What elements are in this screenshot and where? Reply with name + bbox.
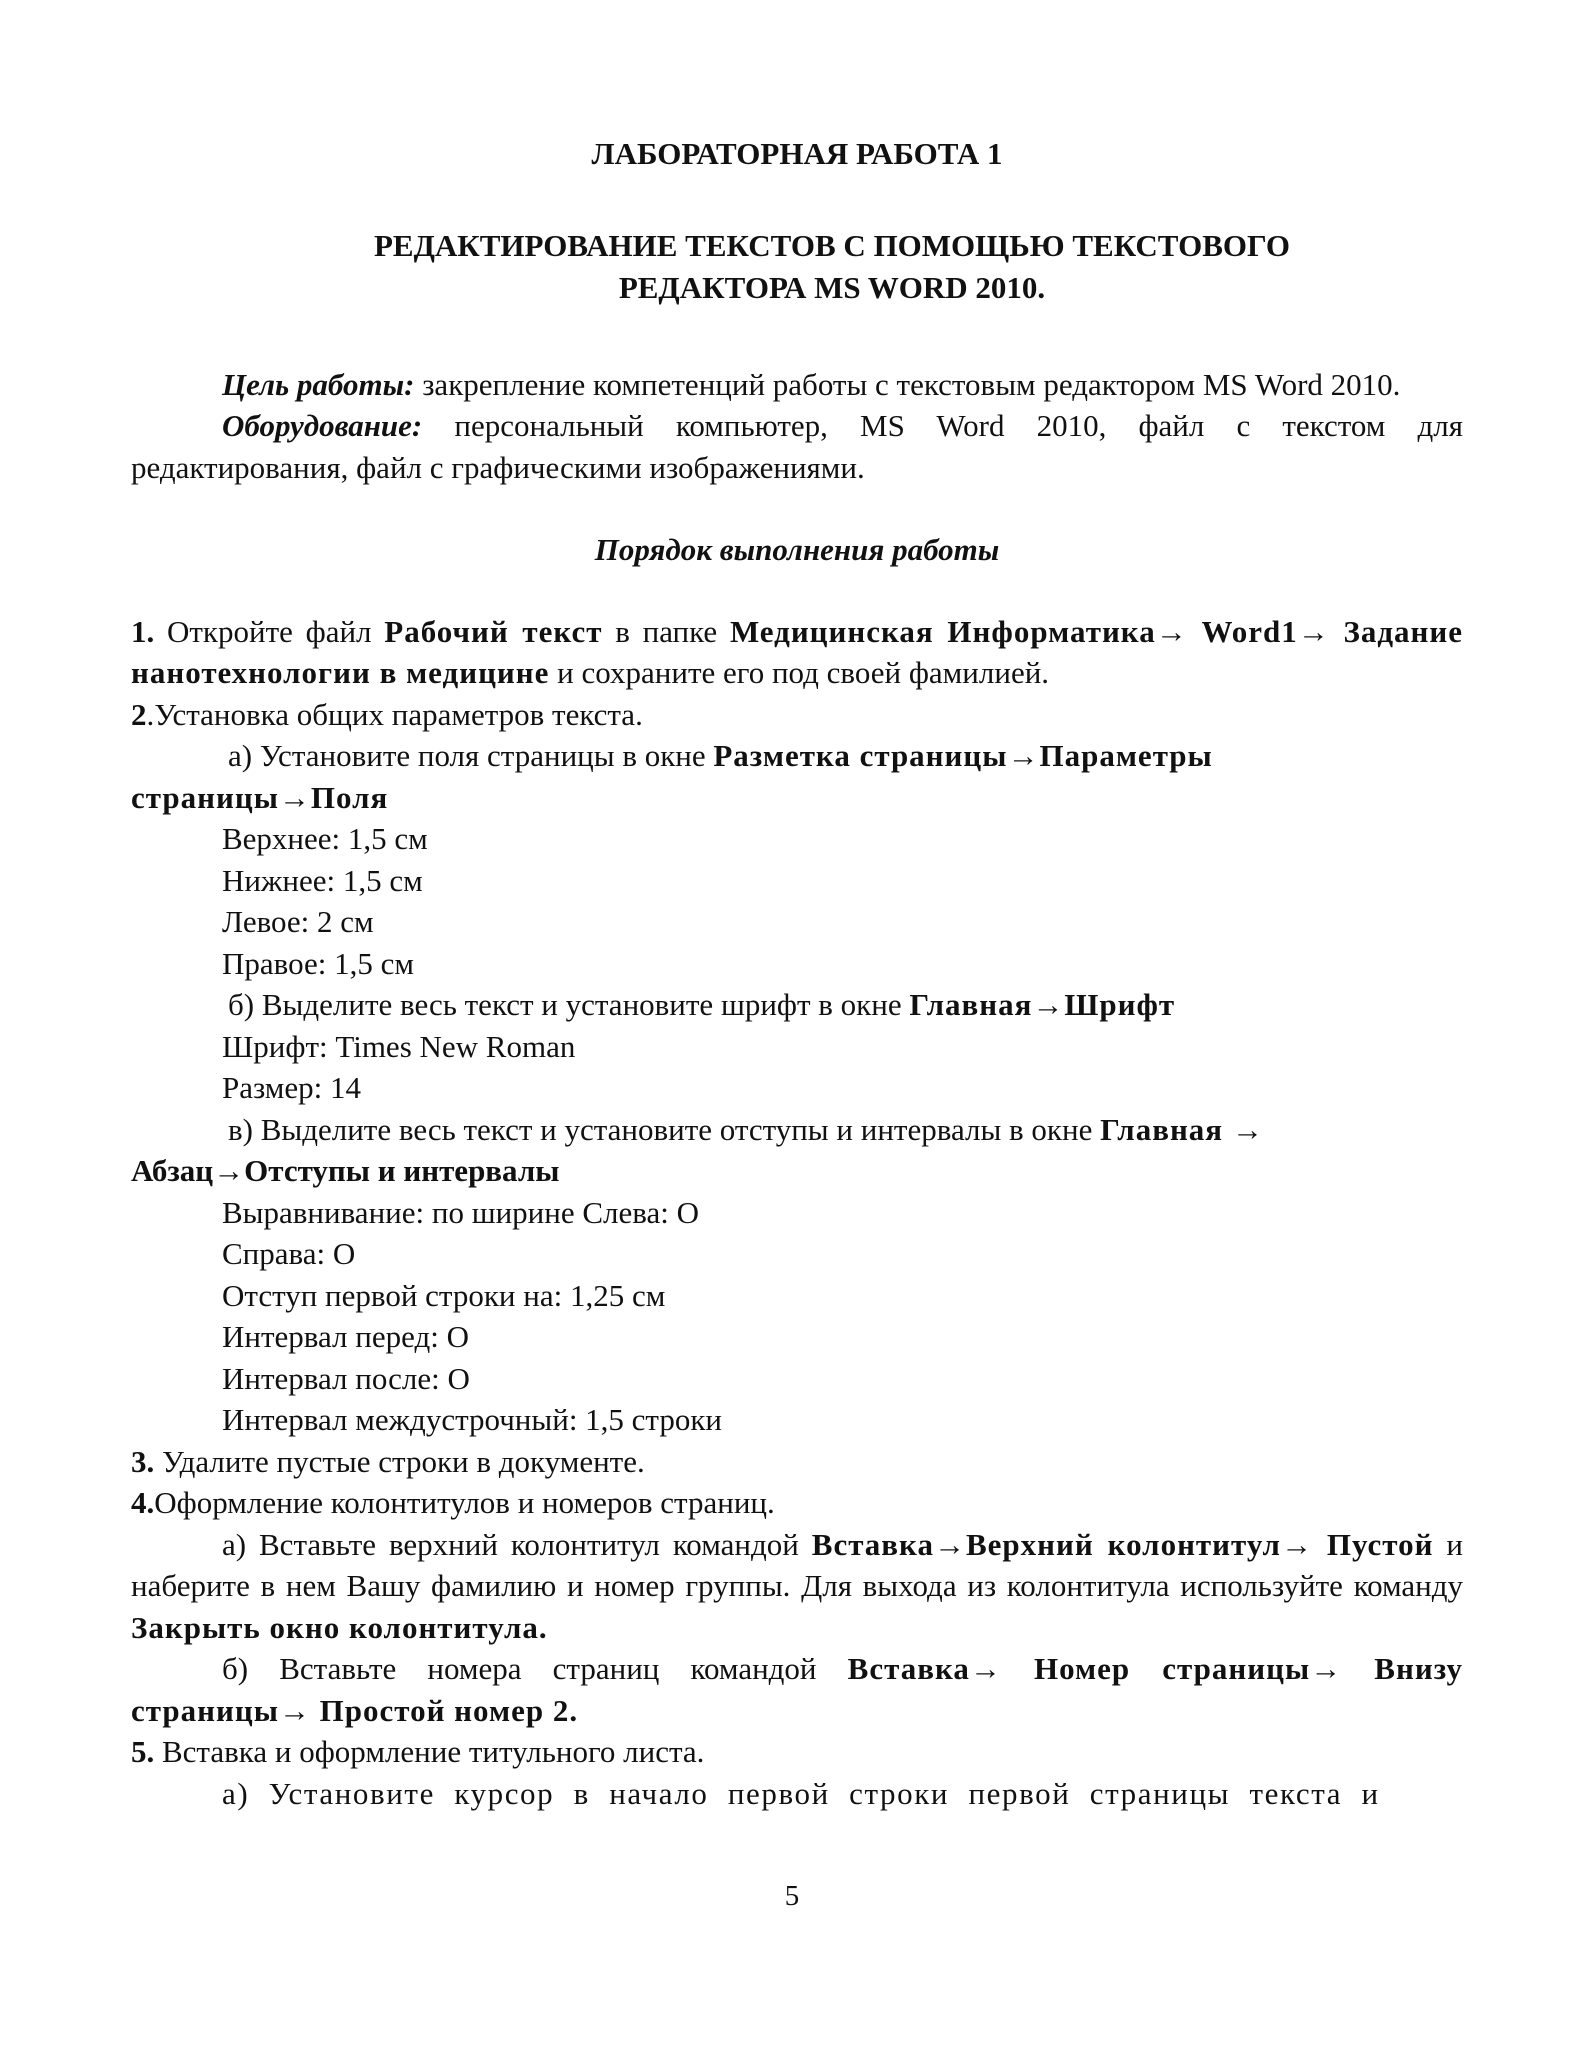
step-5 bbox=[131, 1731, 1463, 1773]
step-5-text: Вставка и оформление титульного листа. bbox=[154, 1734, 705, 1769]
para-space-before: Интервал перед: О bbox=[222, 1319, 469, 1354]
step-1-file-name: Рабочий текст bbox=[384, 613, 603, 649]
step-2a-path-1: Разметка страницы→Параметры bbox=[713, 738, 1213, 773]
step-2c bbox=[131, 1109, 1463, 1151]
step-4b bbox=[131, 1648, 1463, 1731]
goal-label: Цель работы: bbox=[222, 366, 415, 402]
step-3-text: Удалите пустые строки в документе. bbox=[154, 1443, 645, 1479]
step-4a-command: Закрыть окно колонтитула. bbox=[131, 1609, 548, 1645]
step-2a bbox=[131, 735, 1463, 777]
step-4 bbox=[131, 1482, 1463, 1524]
step-4a-text-b: и наберите в нем Вашу фамилию и номер группы. Для выхода из колонтитула используйте команду bbox=[131, 1526, 1463, 1603]
step-4a bbox=[131, 1524, 1463, 1649]
step-2-text: .Установка общих параметров текста. bbox=[146, 696, 643, 732]
step-4-number: 4. bbox=[131, 1485, 155, 1520]
step-5a: а) Установите курсор в начало первой строки первой страницы текста и bbox=[222, 1775, 1380, 1811]
para-first-line: Отступ первой строки на: 1,25 см bbox=[222, 1277, 666, 1313]
step-4a-text-a: а) Вставьте верхний колонтитул командой bbox=[222, 1526, 812, 1562]
step-4b-path: Вставка→ Номер страницы→ Внизу страницы→ Простой номер 2. bbox=[131, 1651, 1463, 1728]
step-2b bbox=[131, 984, 1463, 1026]
step-1-text-c: и сохраните его под своей фамилией. bbox=[549, 655, 1050, 690]
para-right: Справа: О bbox=[222, 1236, 356, 1271]
para-space-after: Интервал после: О bbox=[222, 1360, 470, 1396]
margin-left: Левое: 2 см bbox=[222, 904, 374, 939]
subtitle-line-1: РЕДАКТИРОВАНИЕ ТЕКСТОВ С ПОМОЩЬЮ ТЕКСТОВОГО bbox=[373, 227, 1291, 263]
step-2a-text: а) Установите поля страницы в окне bbox=[228, 738, 714, 773]
step-4-text: Оформление колонтитулов и номеров страниц. bbox=[154, 1485, 775, 1520]
step-2c-text: в) Выделите весь текст и установите отступы и интервалы в окне bbox=[228, 1111, 1101, 1147]
font-name-line: Шрифт: Times New Roman bbox=[222, 1028, 576, 1064]
step-2 bbox=[131, 694, 1463, 736]
step-2-number: 2 bbox=[131, 696, 147, 732]
equipment-text: персональный компьютер, MS Word 2010, файл с текстом для редактирования, файл с графическими изображениями. bbox=[131, 408, 1463, 485]
step-2a-path-2: страницы→Поля bbox=[131, 779, 389, 815]
step-1-text-b: в папке bbox=[602, 613, 730, 649]
page-number: 5 bbox=[784, 1880, 800, 1912]
margin-right: Правое: 1,5 см bbox=[222, 945, 414, 981]
page-subtitle bbox=[131, 225, 1463, 309]
step-3 bbox=[131, 1441, 1463, 1483]
step-2b-text: б) Выделите весь текст и установите шрифт в окне bbox=[228, 987, 910, 1022]
step-1-text-a: Откройте файл bbox=[154, 613, 385, 649]
para-alignment: Выравнивание: по ширине Слева: О bbox=[222, 1194, 700, 1230]
font-size-line: Размер: 14 bbox=[222, 1070, 362, 1105]
step-2b-path: Главная→Шрифт bbox=[909, 987, 1176, 1022]
step-1 bbox=[131, 611, 1463, 694]
step-1-number: 1. bbox=[131, 613, 155, 649]
step-2c-path-1: Главная → bbox=[1100, 1111, 1264, 1147]
subtitle-line-2: РЕДАКТОРА MS WORD 2010. bbox=[618, 269, 1046, 305]
step-4b-text: б) Вставьте номера страниц командой bbox=[222, 1651, 848, 1686]
equipment-paragraph bbox=[131, 405, 1463, 488]
goal-paragraph bbox=[131, 364, 1463, 406]
equipment-label: Оборудование: bbox=[222, 408, 423, 443]
step-3-number: 3. bbox=[131, 1443, 155, 1479]
para-line-spacing: Интервал междустрочный: 1,5 строки bbox=[222, 1402, 723, 1437]
step-5-number: 5. bbox=[131, 1734, 155, 1769]
step-1-folder-path: Медицинская Информатика→ Word1→ Задание нанотехнологии в медицине bbox=[131, 613, 1463, 690]
section-title: Порядок выполнения работы bbox=[594, 532, 1000, 567]
goal-text: закрепление компетенций работы с текстовым редактором MS Word 2010. bbox=[414, 366, 1401, 402]
margin-top: Верхнее: 1,5 см bbox=[222, 821, 428, 856]
page-content bbox=[131, 133, 1463, 1814]
step-2c-path-2: Абзац→Отступы и интервалы bbox=[131, 1153, 560, 1188]
step-4a-path: Вставка→Верхний колонтитул→ Пустой bbox=[811, 1526, 1434, 1562]
page-title: ЛАБОРАТОРНАЯ РАБОТА 1 bbox=[591, 136, 1003, 171]
margin-bottom: Нижнее: 1,5 см bbox=[222, 862, 423, 898]
